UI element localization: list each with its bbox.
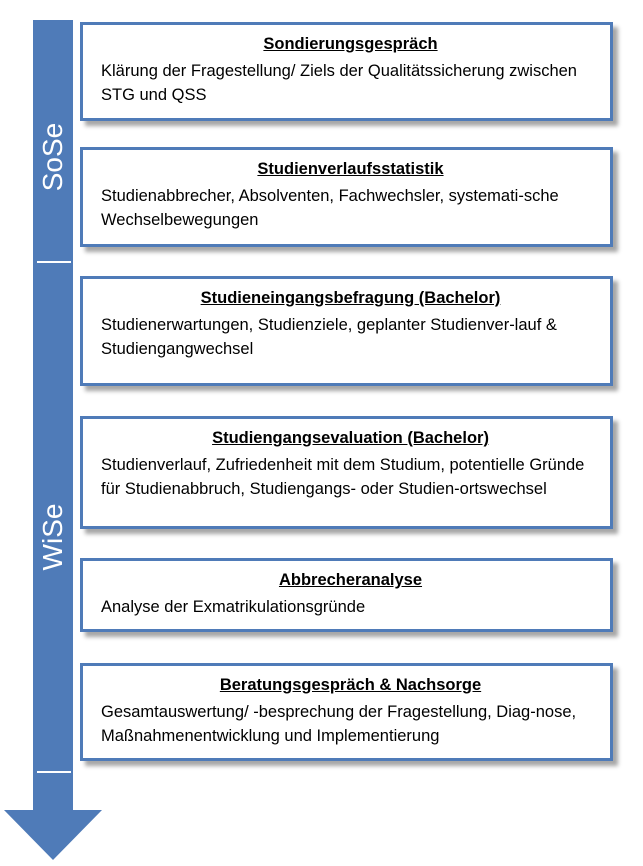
step-description: Klärung der Fragestellung/ Ziels der Qualitätssicherung zwischen STG und QSS <box>101 62 577 104</box>
term-label-sose: SoSe <box>37 122 68 192</box>
step-description: Gesamtauswertung/ -besprechung der Fragestellung, Diag-nose, Maßnahmenentwicklung und Implementierung <box>101 703 577 745</box>
step-description: Studienverlauf, Zufriedenheit mit dem Studium, potentielle Gründe für Studienabbruch, Studiengangs- oder Studien-ortswechsel <box>101 456 585 498</box>
step-box-sondierungsgespraech <box>80 22 613 121</box>
step-box-studiengangsevaluation <box>80 416 613 529</box>
step-box-studienverlaufsstatistik <box>80 147 613 247</box>
step-title: Abbrecheranalyse <box>278 571 423 589</box>
term-label-wise: WiSe <box>37 503 68 571</box>
step-title: Studienverlaufsstatistik <box>257 160 444 178</box>
step-title: Studiengangsevaluation (Bachelor) <box>212 429 489 447</box>
step-description: Studienabbrecher, Absolventen, Fachwechsler, systemati-sche Wechselbewegungen <box>101 187 559 229</box>
step-description: Analyse der Exmatrikulationsgründe <box>101 598 366 616</box>
step-title: Sondierungsgespräch <box>263 35 438 53</box>
step-title: Beratungsgespräch & Nachsorge <box>219 676 482 694</box>
step-description: Studienerwartungen, Studienziele, geplanter Studienver-lauf & Studiengangwechsel <box>101 316 557 358</box>
step-box-studieneingangsbefragung <box>80 276 613 386</box>
step-title: Studieneingangsbefragung (Bachelor) <box>200 289 501 307</box>
step-box-abbrecheranalyse <box>80 558 613 632</box>
step-box-beratungsgespraech <box>80 663 613 761</box>
